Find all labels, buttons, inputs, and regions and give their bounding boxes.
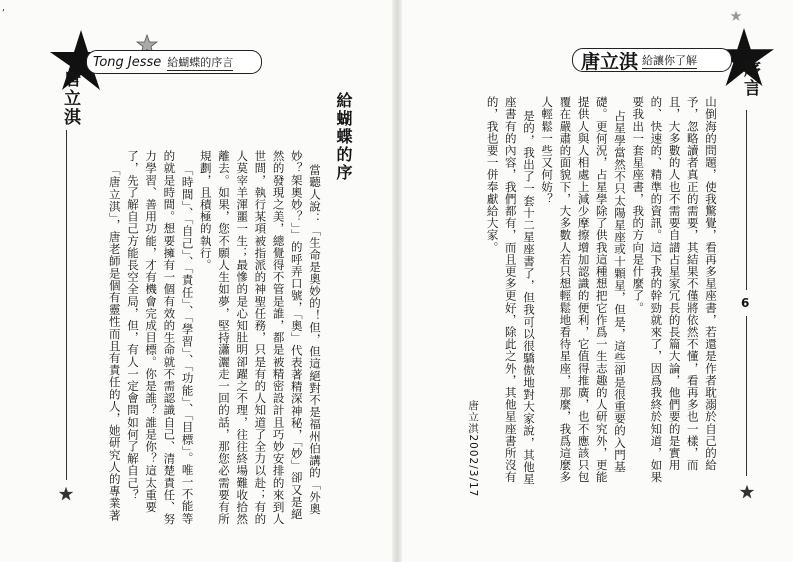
small-star-icon (58, 486, 74, 502)
left-header-banner (86, 50, 262, 74)
header-chinese-text: 給蝴蝶的序言 (167, 55, 234, 69)
header-name-text: 唐立淇 (581, 50, 639, 73)
small-star-icon (739, 484, 755, 500)
right-margin-line (746, 316, 747, 476)
right-paragraph: 是的，我出了一套十二星座書了，但我可以很驕傲地對大家說，其他星座書有的內容，我們都有，而且更多更好，除此之外，其他星座書所沒有的，我也要一併奉獻給大家。 (485, 96, 536, 485)
left-paragraph: 當聽人說：「生命是奧妙的！但，但這絕對不是福州伯講的「外奧妙？架奧妙？」」的呼弄口號，「奧」代表著精深神秘，「妙」卻又是絕然的發現之美，總覺得不管是誰，都是被精密設計且巧妙安排的來到人世間，執行某項被指派的神聖任務，只是有的人知道了全力以赴；有的人莫宰羊渾噩一生；最慘的是心知肚明卻躍之不理，往往終場難收拾然離去。如果，您不願人生如夢，堅持瀟灑走一回的話，那您必需要有所規劃，且積極的執行。 (198, 150, 322, 526)
right-margin-line (746, 110, 747, 290)
right-paragraph: 占星學當然不只太陽星座或十顆星，但是，這些卻是很重要的入門基礎。更何況，占星學除了供我這種想把它作爲一生志趣的人研究外，更能提供人與人相處上減少摩擦增加認識的便利，它值得推廣，也不應該只包覆在嚴肅的面貌下，大多數人若只想輕鬆地看待星座，那麼，我爲這麼多人輕鬆一些又何妨？ (540, 96, 627, 484)
header-english-text: Tong Jesse (93, 54, 162, 70)
right-side-label: 序言 (740, 60, 760, 98)
page-number: 6 (741, 296, 750, 310)
right-header-banner (572, 48, 732, 72)
left-side-label: 唐立淇 (60, 70, 80, 127)
header-tagline-text: 給讓你了解 (642, 53, 698, 67)
scan-edge-mark: , (2, 2, 6, 13)
left-paragraph: 「唐立淇」，唐老師是個有靈性而且有責任的人，她研究人的專業著 (107, 163, 122, 522)
author-signature: 唐立淇2002/3/17 (467, 400, 479, 498)
left-paragraph: 「時間」、「自己」、「責任」、「學習」、「功能」、「目標」。唯一不能等的就是時間。想要擁有一個有效的生命就不需認識自己、清楚責任、努力學習、善用功能，才有機會完成目標。你是誰？誰是你？這太重要了，先了解自己方能長空全局，但，有人一定會問如何了解自己？ (125, 150, 195, 526)
left-body-text (102, 150, 324, 530)
left-margin-line (66, 130, 67, 480)
preface-title: 給蝴蝶的序 (334, 92, 353, 182)
right-paragraph: 山倒海的問題，使我驚覺，看再多星座書，若還是作者耽溺於自己的給予，忽略讀者真正的需要，其結果不僅將依然不懂，看再多也一樣，而且，大多數的人也不需要自譜占星家冗長的長篇大論，他們要的是實用的、快速的、精準的資訊。這下我的幹勁就來了，因爲我終於知道，如果要我出一套星座書，我的方向是什麼了。 (631, 96, 718, 484)
book-gutter (392, 0, 402, 562)
sparkle-star-icon (730, 10, 742, 22)
right-body-text (484, 96, 720, 488)
